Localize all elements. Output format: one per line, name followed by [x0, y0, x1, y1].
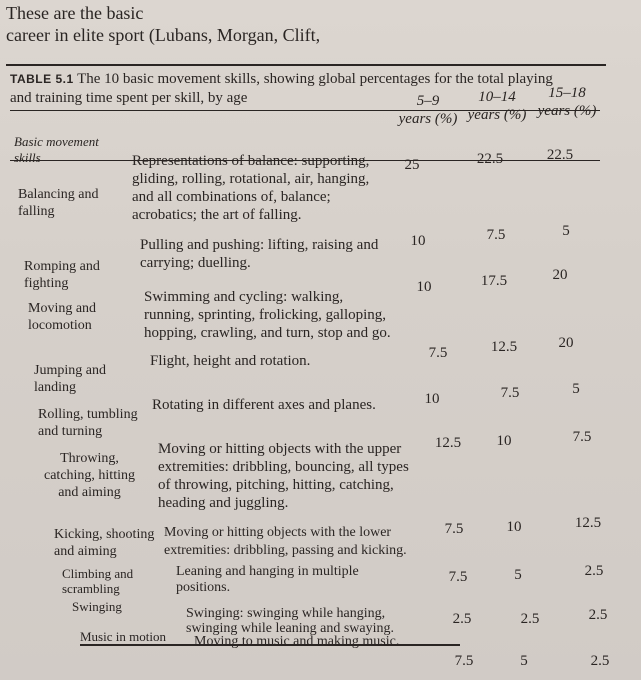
desc-line: extremities: dribbling, passing and kicking.: [164, 543, 407, 558]
skill-column-header: [14, 134, 99, 166]
skill-name: [34, 362, 106, 396]
desc-line: Leaning and hanging in multiple: [176, 564, 359, 579]
skill-name: [54, 526, 154, 560]
column-unit: years (%): [467, 107, 527, 123]
intro-text: [6, 2, 320, 46]
column-range: 15–18: [548, 85, 586, 101]
column-range: 10–14: [478, 89, 516, 105]
value-15-18: 7.5: [572, 429, 592, 445]
skill-name: [80, 628, 166, 645]
column-unit: years (%): [537, 103, 597, 119]
value-15-18: 5: [562, 223, 570, 239]
column-header-5-9: [396, 92, 460, 128]
skill-description: [144, 288, 444, 342]
value-10-14: 7.5: [486, 227, 506, 243]
value-10-14: 2.5: [520, 611, 540, 627]
column-unit: years (%): [398, 111, 458, 127]
skill-line: Moving and: [28, 301, 97, 316]
value-5-9: 10: [410, 233, 426, 249]
value-5-9: 25: [404, 157, 420, 173]
desc-line: carrying; duelling.: [140, 255, 251, 271]
value-15-18: 20: [552, 267, 568, 283]
table-top-rule: [6, 64, 606, 66]
skill-line: Romping and: [24, 259, 100, 274]
skill-description: [152, 396, 452, 414]
skill-name: [18, 186, 98, 220]
skill-description: [132, 152, 432, 224]
caption-line-1: The 10 basic movement skills, showing global percentages for the total playing: [77, 71, 553, 87]
desc-line: swinging while leaning and swaying.: [186, 621, 395, 636]
value-15-18: 22.5: [546, 147, 574, 163]
desc-line: Moving or hitting objects with the upper: [158, 441, 402, 457]
intro-line-2: career in elite sport (Lubans, Morgan, Clift,: [6, 25, 321, 45]
value-10-14: 12.5: [490, 339, 518, 355]
skill-line: Throwing,: [60, 451, 119, 466]
skill-line: Climbing and: [62, 566, 134, 581]
value-15-18: 12.5: [574, 515, 602, 531]
desc-line: Flight, height and rotation.: [150, 353, 311, 369]
skill-line: Rolling, tumbling: [38, 407, 138, 422]
value-5-9: 12.5: [434, 435, 462, 451]
skill-description: [194, 634, 494, 649]
value-5-9: 7.5: [428, 345, 448, 361]
desc-line: running, sprinting, frolicking, galloping,: [144, 307, 387, 323]
value-5-9: 7.5: [454, 653, 474, 669]
column-range: 5–9: [416, 93, 440, 109]
desc-line: heading and juggling.: [158, 495, 289, 511]
value-15-18: 20: [558, 335, 574, 351]
skill-line: locomotion: [28, 318, 92, 333]
skill-line: and turning: [38, 424, 103, 439]
desc-line: and all combinations of, balance;: [132, 189, 331, 205]
column-header-10-14: [464, 88, 530, 124]
value-10-14: 5: [514, 567, 522, 583]
value-5-9: 7.5: [448, 569, 468, 585]
skill-line: fighting: [24, 276, 69, 291]
table-bottom-rule: [80, 644, 460, 646]
desc-line: Swimming and cycling: walking,: [144, 289, 344, 305]
skill-line: Balancing and: [18, 187, 99, 202]
value-15-18: 5: [572, 381, 580, 397]
skill-description: [158, 440, 438, 512]
skill-description: [150, 352, 450, 370]
skill-header-line-2: skills: [14, 150, 41, 165]
skill-header-line-1: Basic movement: [14, 134, 99, 149]
skill-name: [28, 300, 96, 334]
value-10-14: 10: [496, 433, 512, 449]
skill-name: [72, 598, 122, 615]
desc-line: Moving to music and making music.: [194, 634, 400, 649]
value-10-14: 7.5: [500, 385, 520, 401]
value-10-14: 10: [506, 519, 522, 535]
desc-line: Rotating in different axes and planes.: [152, 397, 376, 413]
skill-line: and aiming: [54, 544, 117, 559]
skill-description: [140, 236, 440, 272]
table-label: TABLE 5.1: [10, 72, 74, 86]
skill-line: and aiming: [58, 485, 121, 500]
skill-line: scrambling: [62, 581, 120, 596]
desc-line: acrobatics; the art of falling.: [132, 207, 302, 223]
skill-name: [44, 450, 135, 501]
skill-line: Music in motion: [80, 629, 166, 644]
skill-line: catching, hitting: [44, 468, 135, 483]
desc-line: Pulling and pushing: lifting, raising and: [140, 237, 379, 253]
desc-line: of throwing, pitching, hitting, catching,: [158, 477, 394, 493]
desc-line: positions.: [176, 580, 231, 595]
column-header-15-18: [534, 84, 600, 120]
value-10-14: 22.5: [476, 151, 504, 167]
desc-line: Representations of balance: supporting,: [132, 153, 370, 169]
value-5-9: 10: [416, 279, 432, 295]
desc-line: Swinging: swinging while hanging,: [186, 606, 386, 621]
caption-line-2: and training time spent per skill, by age: [10, 90, 248, 106]
skill-line: landing: [34, 380, 76, 395]
desc-line: gliding, rolling, rotational, air, hanging,: [132, 171, 370, 187]
skill-line: Kicking, shooting: [54, 527, 155, 542]
desc-line: hopping, crawling, and turn, stop and go.: [144, 325, 391, 341]
skill-name: [24, 258, 100, 292]
value-10-14: 5: [520, 653, 528, 669]
intro-line-1: These are the basic: [6, 3, 144, 23]
skill-line: Swinging: [72, 599, 122, 614]
value-10-14: 17.5: [480, 273, 508, 289]
skill-name: [62, 566, 133, 596]
desc-line: Moving or hitting objects with the lower: [164, 525, 392, 540]
skill-description: [186, 606, 486, 636]
desc-line: extremities: dribbling, bouncing, all types: [158, 459, 409, 475]
skill-line: falling: [18, 204, 55, 219]
value-15-18: 2.5: [590, 653, 610, 669]
value-15-18: 2.5: [584, 563, 604, 579]
value-15-18: 2.5: [588, 607, 608, 623]
skill-name: [38, 406, 138, 440]
skill-line: Jumping and: [34, 363, 106, 378]
value-5-9: 10: [424, 391, 440, 407]
value-5-9: 2.5: [452, 611, 472, 627]
skill-description: [176, 564, 476, 596]
skill-description: [164, 524, 464, 560]
value-5-9: 7.5: [444, 521, 464, 537]
